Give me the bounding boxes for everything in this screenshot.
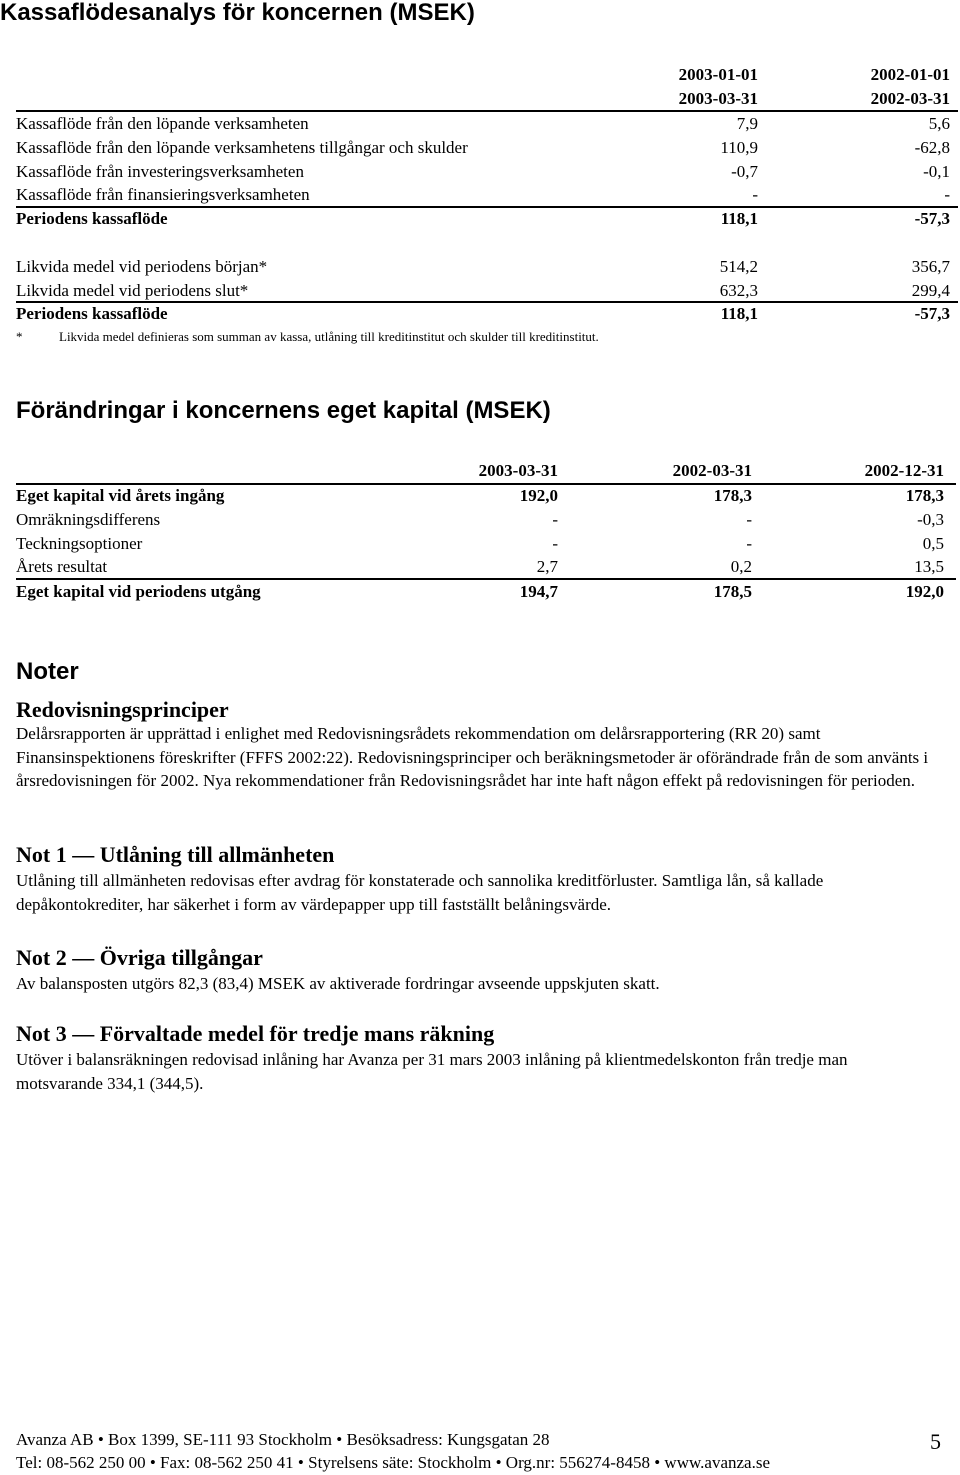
cashflow-col1-to: 2003-03-31 — [678, 89, 758, 108]
row-value-col3: -0,3 — [917, 510, 944, 529]
row-value-col3: 178,3 — [905, 486, 944, 505]
row-value-col2: - — [746, 534, 752, 553]
row-label: Kassaflöde från den löpande verksamhetens tillgångar och skulder — [16, 138, 468, 157]
page-number: 5 — [930, 1429, 941, 1454]
row-value-2003: -0,7 — [731, 162, 758, 181]
note-heading-3: Not 3 — Förvaltade medel för tredje mans räkning — [16, 1021, 495, 1046]
row-label: Kassaflöde från investeringsverksamheten — [16, 162, 304, 181]
equity-col2-head: 2002-03-31 — [672, 461, 752, 480]
row-value-col1: - — [552, 510, 558, 529]
row-value-2002: -0,1 — [923, 162, 950, 181]
table-row-total — [0, 207, 960, 231]
row-value-col3: 13,5 — [914, 557, 944, 576]
row-value-2003: 7,9 — [736, 114, 758, 133]
row-value-2002: 5,6 — [928, 114, 950, 133]
footnote-text: Likvida medel definieras som summan av kassa, utlåning till kreditinstitut och skulder till kreditinstitut. — [59, 329, 599, 344]
row-label: Teckningsoptioner — [16, 534, 143, 553]
row-value-col3: 0,5 — [922, 534, 944, 553]
cashflow-col2-from: 2002-01-01 — [870, 65, 950, 84]
row-value-2003: - — [752, 185, 758, 204]
notes-title: Noter — [16, 658, 79, 685]
row-value-col1: 2,7 — [536, 557, 558, 576]
row-value-2003: 514,2 — [719, 257, 758, 276]
table-row — [0, 532, 960, 556]
note-text-2: Av balansposten utgörs 82,3 (83,4) MSEK av aktiverade fordringar avseende uppskjuten skatt. — [16, 974, 660, 993]
note-heading-2: Not 2 — Övriga tillgångar — [16, 945, 263, 970]
row-label: Omräkningsdifferens — [16, 510, 161, 529]
footnote-mark: * — [16, 329, 23, 344]
row-label: Likvida medel vid periodens början* — [16, 257, 268, 276]
equity-col3-head: 2002-12-31 — [864, 461, 944, 480]
footer-address: Avanza AB • Box 1399, SE-111 93 Stockholm • Besöksadress: Kungsgatan 28 — [16, 1430, 550, 1449]
note-text-3: Utöver i balansräkningen redovisad inlåning har Avanza per 31 mars 2003 inlåning på klientmedelskonton från tredje man motsvarande 334,1 (344,5). — [16, 1050, 848, 1093]
row-value-col2: 178,3 — [713, 486, 752, 505]
row-label: Likvida medel vid periodens slut* — [16, 281, 249, 300]
row-value-col1: 192,0 — [519, 486, 558, 505]
table-row — [0, 183, 960, 207]
row-label: Kassaflöde från finansieringsverksamheten — [16, 185, 310, 204]
row-value-2003: 632,3 — [719, 281, 758, 300]
note-heading-principles: Redovisningsprinciper — [16, 697, 229, 722]
table-row — [0, 255, 960, 279]
row-value-col1: - — [552, 534, 558, 553]
row-value-2002: -62,8 — [914, 138, 950, 157]
row-value-2002: 299,4 — [911, 281, 950, 300]
cashflow-header-row-2 — [0, 87, 960, 111]
row-value-2003: 118,1 — [720, 304, 758, 323]
equity-col1-head: 2003-03-31 — [478, 461, 558, 480]
row-label: Periodens kassaflöde — [16, 209, 168, 228]
row-value-col1: 194,7 — [519, 582, 558, 601]
row-label: Årets resultat — [16, 557, 108, 576]
row-value-col2: - — [746, 510, 752, 529]
row-value-col3: 192,0 — [905, 582, 944, 601]
cashflow-col2-to: 2002-03-31 — [870, 89, 950, 108]
cashflow-title: Kassaflödesanalys för koncernen (MSEK) — [0, 0, 475, 26]
equity-header-row — [0, 459, 960, 483]
row-value-2002: - — [944, 185, 950, 204]
row-value-2003: 110,9 — [720, 138, 758, 157]
row-value-col2: 178,5 — [713, 582, 752, 601]
table-row-total — [0, 580, 960, 604]
row-value-col2: 0,2 — [730, 557, 752, 576]
footer-contact: Tel: 08-562 250 00 • Fax: 08-562 250 41 • Styrelsens säte: Stockholm • Org.nr: 556274-8458 • www.avanza.se — [16, 1453, 770, 1472]
table-row — [0, 136, 960, 160]
equity-title: Förändringar i koncernens eget kapital (MSEK) — [16, 397, 551, 424]
table-row — [0, 279, 960, 303]
table-row — [0, 508, 960, 532]
row-value-2003: 118,1 — [720, 209, 758, 228]
table-row — [0, 555, 960, 579]
table-row — [0, 160, 960, 184]
row-label: Kassaflöde från den löpande verksamheten — [16, 114, 309, 133]
note-text-1: Utlåning till allmänheten redovisas efter avdrag för konstaterade och sannolika kreditförluster. Samtliga lån, så kallade depåkontokrediter, har säkerhet i form av värdepapper upp till fastställt belåningsvärde. — [16, 871, 824, 914]
row-label: Periodens kassaflöde — [16, 304, 168, 323]
table-row — [0, 484, 960, 508]
row-value-2002: 356,7 — [911, 257, 950, 276]
note-heading-1: Not 1 — Utlåning till allmänheten — [16, 842, 335, 867]
cashflow-col1-from: 2003-01-01 — [678, 65, 758, 84]
cashflow-footnote — [16, 328, 599, 346]
row-value-2002: -57,3 — [914, 304, 950, 323]
table-row-total — [0, 302, 960, 326]
note-text-principles: Delårsrapporten är upprättad i enlighet med Redovisningsrådets rekommendation om delårsrapportering (RR 20) samt Finansinspektionens föreskrifter (FFFS 2002:22). Redovisningsprinciper och beräkningsmetoder är oförändrade från de som använts i årsredovisningen för 2002. Nya rekommendationer från Redovisningsrådet har inte haft någon effekt på redovisningen för perioden. — [16, 724, 929, 790]
row-label: Eget kapital vid periodens utgång — [16, 582, 261, 601]
row-value-2002: -57,3 — [914, 209, 950, 228]
cashflow-header-row-1 — [0, 63, 960, 87]
row-label: Eget kapital vid årets ingång — [16, 486, 225, 505]
table-row — [0, 112, 960, 136]
